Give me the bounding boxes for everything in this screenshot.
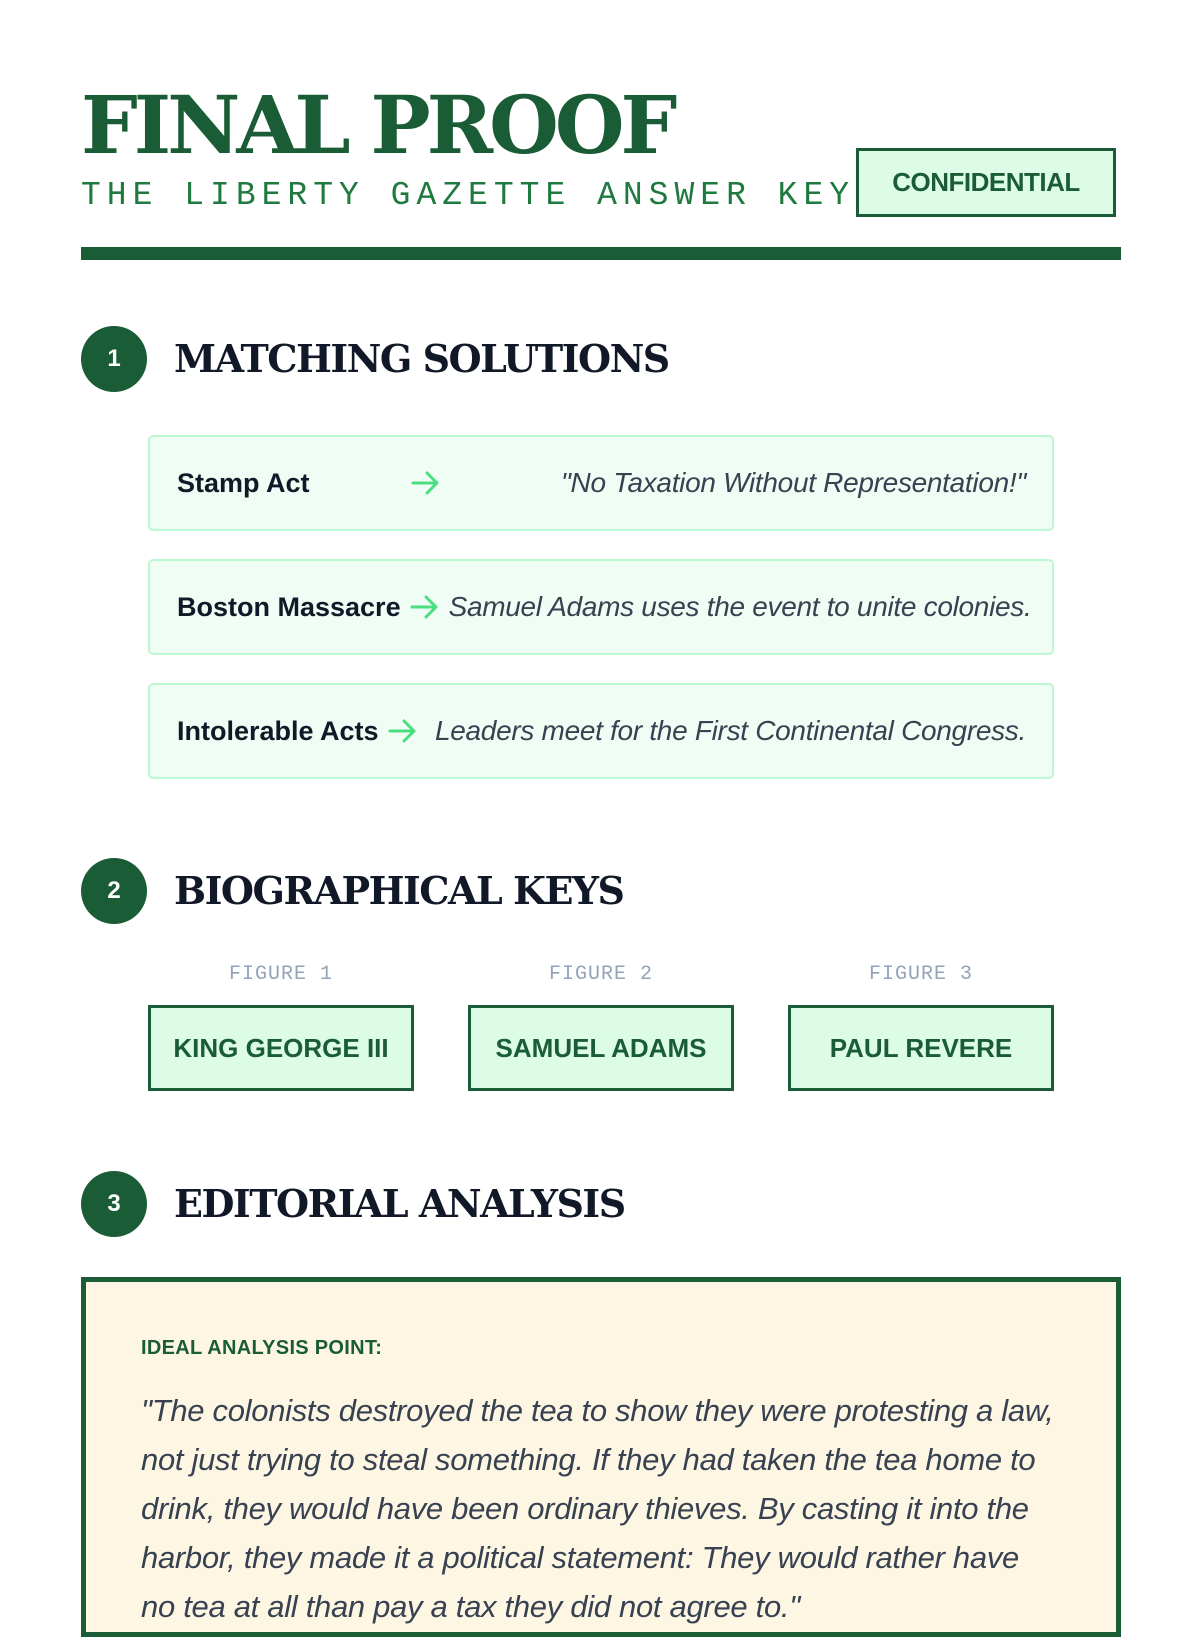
section-heading-biographical xyxy=(81,858,1121,924)
matching-term: Boston Massacre xyxy=(177,591,401,622)
matching-answer: Samuel Adams uses the event to unite colonies. xyxy=(448,591,1032,622)
figure-label: FIGURE 2 xyxy=(548,963,653,986)
confidential-badge: CONFIDENTIAL xyxy=(856,148,1116,217)
section-heading-editorial xyxy=(81,1171,1121,1237)
section-title: EDITORIAL ANALYSIS xyxy=(174,1181,625,1226)
figure-name: KING GEORGE III xyxy=(148,1005,414,1091)
section-title: MATCHING SOLUTIONS xyxy=(174,336,669,381)
figure-card xyxy=(468,960,734,1091)
arrow-right-icon xyxy=(410,467,442,499)
page-title: FINAL PROOF xyxy=(81,78,674,172)
figure-name: SAMUEL ADAMS xyxy=(468,1005,734,1091)
arrow-right-icon xyxy=(387,715,419,747)
figure-card xyxy=(148,960,414,1091)
analysis-text: "The colonists destroyed the tea to show they were protesting a law, not just trying to steal something. If they had taken the tea home to drink, they would have been ordinary thieves. By casting it into the harbor, they made it a political statement: They would rather have no tea at all than pay a tax they did not agree to." xyxy=(141,1393,1054,1624)
section-number-badge: 2 xyxy=(81,858,147,924)
header xyxy=(81,78,1121,262)
analysis-box xyxy=(81,1277,1121,1637)
section-number-badge: 3 xyxy=(81,1171,147,1237)
matching-row xyxy=(148,559,1054,655)
matching-answer: "No Taxation Without Representation!" xyxy=(560,467,1026,498)
page-subtitle: THE LIBERTY GAZETTE ANSWER KEY xyxy=(81,177,856,214)
matching-row xyxy=(148,435,1054,531)
analysis-label: IDEAL ANALYSIS POINT: xyxy=(141,1337,383,1359)
matching-row xyxy=(148,683,1054,779)
section-number-badge: 1 xyxy=(81,326,147,392)
matching-term: Intolerable Acts xyxy=(177,715,379,746)
header-divider xyxy=(81,247,1121,260)
matching-term: Stamp Act xyxy=(177,467,310,498)
figure-label: FIGURE 3 xyxy=(868,963,973,986)
figure-name: PAUL REVERE xyxy=(788,1005,1054,1091)
figure-card xyxy=(788,960,1054,1091)
matching-answer: Leaders meet for the First Continental Congress. xyxy=(434,715,1026,746)
arrow-right-icon xyxy=(409,591,441,623)
section-heading-matching xyxy=(81,326,1121,392)
section-title: BIOGRAPHICAL KEYS xyxy=(174,868,624,913)
figure-label: FIGURE 1 xyxy=(228,963,333,986)
